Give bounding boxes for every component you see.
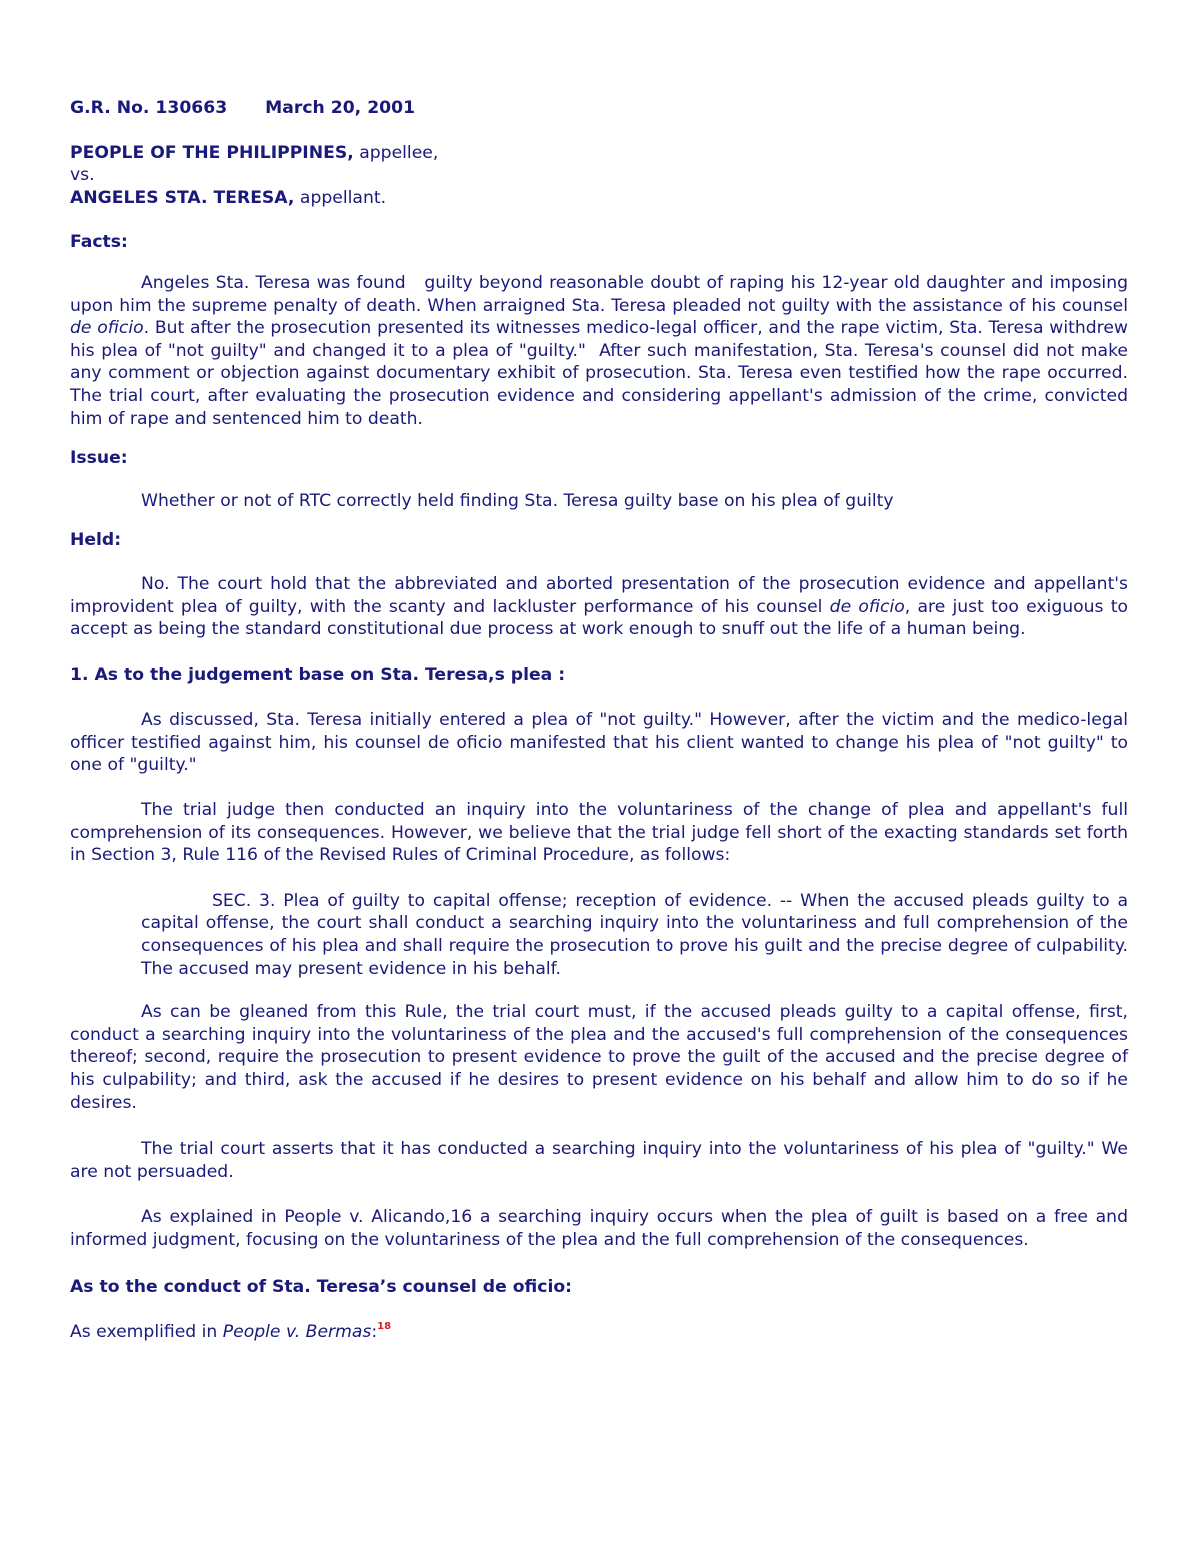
held-heading: Held: <box>70 530 122 551</box>
appellant-name: ANGELES STA. TERESA, <box>70 187 295 208</box>
rule-quotation: SEC. 3. Plea of guilty to capital offense; reception of evidence. -- When the accused pleads guilty to a capital offense, the court shall conduct a searching inquiry into the voluntariness and full comprehension of the consequences of his plea and shall require the prosecution to prove his guilt and the precise degree of culpability. The accused may present evidence in his behalf. <box>141 890 1128 979</box>
facts-paragraph: Angeles Sta. Teresa was found guilty beyond reasonable doubt of raping his 12-year old daughter and imposing upon him the supreme penalty of death. When arraigned Sta. Teresa pleaded not guilty with the assistance of his counsel de oficio. But after the prosecution presented its witnesses medico-legal officer, and the rape victim, Sta. Teresa withdrew his plea of "not guilty" and changed it to a plea of "guilty." After such manifestation, Sta. Teresa's counsel did not make any comment or objection against documentary exhibit of prosecution. Sta. Teresa even testified how the rape occurred. The trial court, after evaluating the prosecution evidence and considering appellant's admission of the crime, convicted him of rape and sentenced him to death. <box>70 272 1128 429</box>
section-counsel-paragraph: As exemplified in People v. Bermas:$^{18}$ <box>70 1321 392 1343</box>
section-judgement-paragraph-1: As discussed, Sta. Teresa initially entered a plea of "not guilty." However, after the victim and the medico-legal officer testified against him, his counsel de oficio manifested that his client wanted to change his plea of "not guilty" to one of "guilty." <box>70 710 1128 776</box>
section-judgement-paragraph-3: As can be gleaned from this Rule, the trial court must, if the accused pleads guilty to a capital offense, first, conduct a searching inquiry into the voluntariness of the plea and the accused's full comprehension of the consequences thereof; second, require the prosecution to present evidence to prove the guilt of the accused and the precise degree of his culpability; and third, ask the accused if he desires to present evidence on his behalf and allow him to do so if he desires. <box>70 1002 1128 1113</box>
case-parties <box>70 142 1128 210</box>
issue-paragraph: Whether or not of RTC correctly held finding Sta. Teresa guilty base on his plea of guilty <box>141 490 894 511</box>
section-judgement-paragraph-2: The trial judge then conducted an inquiry into the voluntariness of the change of plea and appellant's full comprehension of its consequences. However, we believe that the trial judge fell short of the exacting standards set forth in Section 3, Rule 116 of the Revised Rules of Criminal Procedure, as follows: <box>70 800 1128 866</box>
case-date: March 20, 2001 <box>265 98 416 118</box>
appellant-role: appellant. <box>294 187 387 208</box>
issue-heading: Issue: <box>70 448 128 469</box>
case-header <box>70 97 1128 120</box>
appellee-name: PEOPLE OF THE PHILIPPINES, <box>70 142 354 163</box>
document-page <box>70 97 1128 1344</box>
section-judgement-paragraph-4: The trial court asserts that it has conducted a searching inquiry into the voluntariness of his plea of "guilty." We are not persuaded. <box>70 1139 1128 1182</box>
appellee-role: appellee, <box>353 142 439 163</box>
case-number: G.R. No. 130663 <box>70 98 228 118</box>
held-paragraph: No. The court hold that the abbreviated and aborted presentation of the prosecution evidence and appellant's improvident plea of guilty, with the scanty and lackluster performance of his counsel de oficio, are just too exiguous to accept as being the standard constitutional due process at work enough to snuff out the life of a human being. <box>70 573 1128 640</box>
facts-heading: Facts: <box>70 232 128 253</box>
section-judgement-heading: 1. As to the judgement base on Sta. Teresa,s plea : <box>70 664 566 685</box>
section-judgement-paragraph-5: As explained in People v. Alicando,16 a searching inquiry occurs when the plea of guilt is based on a free and informed judgment, focusing on the voluntariness of the plea and the full comprehension of the consequences. <box>70 1207 1128 1250</box>
versus-label: vs. <box>70 165 95 186</box>
section-counsel-heading: As to the conduct of Sta. Teresa’s counsel de oficio: <box>70 1276 573 1297</box>
footnote-reference[interactable]: 18 <box>377 1321 392 1333</box>
